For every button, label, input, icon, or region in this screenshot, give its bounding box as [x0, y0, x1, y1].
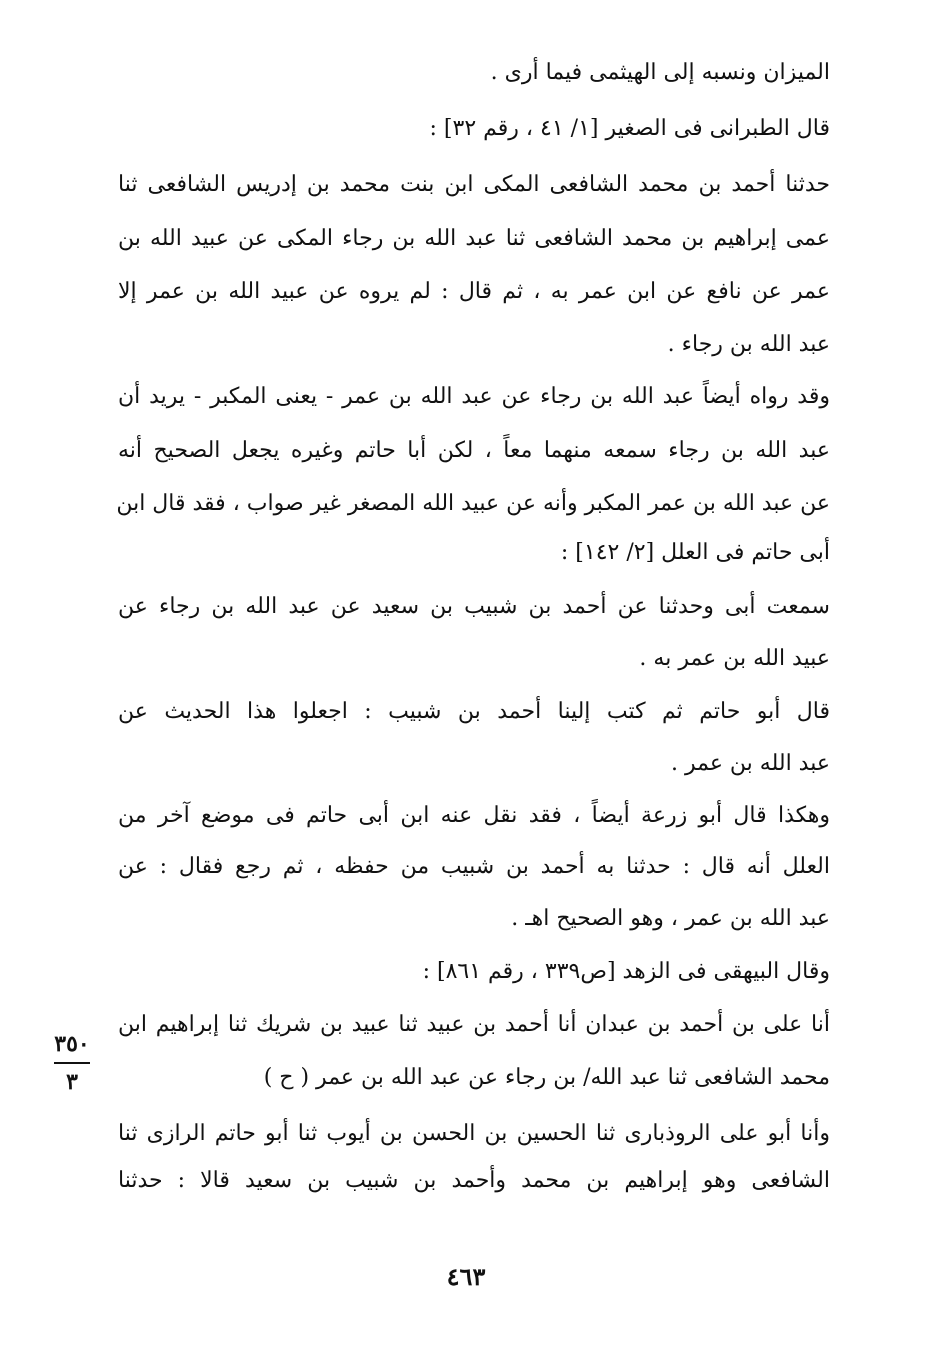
text-line: عبد الله بن رجاء . — [667, 332, 830, 357]
text-line: عبد الله بن عمر . — [670, 751, 830, 776]
marginal-reference-divider — [54, 1062, 90, 1064]
text-line: وهكذا قال أبو زرعة أيضاً ، فقد نقل عنه ابن أبى حاتم فى موضع آخر من — [118, 803, 830, 828]
text-line: عبيد الله بن عمر به . — [639, 646, 830, 671]
text-line: عن عبد الله بن عمر المكبر وأنه عن عبيد الله المصغر غير صواب ، فقد قال ابن — [116, 491, 830, 516]
text-line: عمى إبراهيم بن محمد الشافعى ثنا عبد الله بن رجاء المكى عن عبيد الله بن — [118, 226, 830, 251]
page-number: ٤٦٣ — [446, 1262, 486, 1291]
marginal-reference-top: ٣٥٠ — [54, 1031, 90, 1057]
marginal-reference-bottom: ٣ — [66, 1069, 78, 1095]
text-line: عبد الله بن رجاء سمعه منهما معاً ، لكن أبا حاتم وغيره يجعل الصحيح أنه — [118, 438, 830, 463]
text-line: عبد الله بن عمر ، وهو الصحيح اهـ . — [511, 906, 830, 931]
text-line: قال أبو حاتم ثم كتب إلينا أحمد بن شبيب : اجعلوا هذا الحديث عن — [118, 699, 830, 724]
text-line: قال الطبرانى فى الصغير [١/ ٤١ ، رقم ٣٢] : — [429, 116, 830, 141]
text-line: الشافعى وهو إبراهيم بن محمد وأحمد بن شبيب بن سعيد قالا : حدثنا — [118, 1168, 830, 1193]
text-line: وقال البيهقى فى الزهد [ص٣٣٩ ، رقم ٨٦١] : — [422, 959, 830, 984]
text-line: وأنا أبو على الروذبارى ثنا الحسين بن الحسن بن أيوب ثنا أبو حاتم الرازى ثنا — [118, 1121, 830, 1146]
text-line: عمر عن نافع عن ابن عمر به ، ثم قال : لم يروه عن عبيد الله بن عمر إلا — [118, 279, 830, 304]
text-line: محمد الشافعى ثنا عبد الله/ بن رجاء عن عبد الله بن عمر ( ح ) — [263, 1065, 830, 1090]
text-line: وقد رواه أيضاً عبد الله بن رجاء عن عبد الله بن عمر - يعنى المكبر - يريد أن — [118, 384, 830, 409]
text-line: حدثنا أحمد بن محمد الشافعى المكى ابن بنت محمد بن إدريس الشافعى ثنا — [118, 172, 830, 197]
text-line: العلل أنه قال : حدثنا به أحمد بن شبيب من حفظه ، ثم رجع فقال : عن — [118, 854, 830, 879]
text-line: أبى حاتم فى العلل [٢/ ١٤٢] : — [560, 540, 830, 565]
text-line: سمعت أبى وحدثنا عن أحمد بن شبيب بن سعيد عن عبد الله بن رجاء عن — [118, 594, 830, 619]
text-line: أنا على بن أحمد بن عبدان أنا أحمد بن عبيد ثنا عبيد بن شريك ثنا إبراهيم ابن — [118, 1012, 830, 1037]
marginal-reference — [42, 1030, 102, 1096]
text-line: الميزان ونسبه إلى الهيثمى فيما أرى . — [490, 60, 830, 85]
